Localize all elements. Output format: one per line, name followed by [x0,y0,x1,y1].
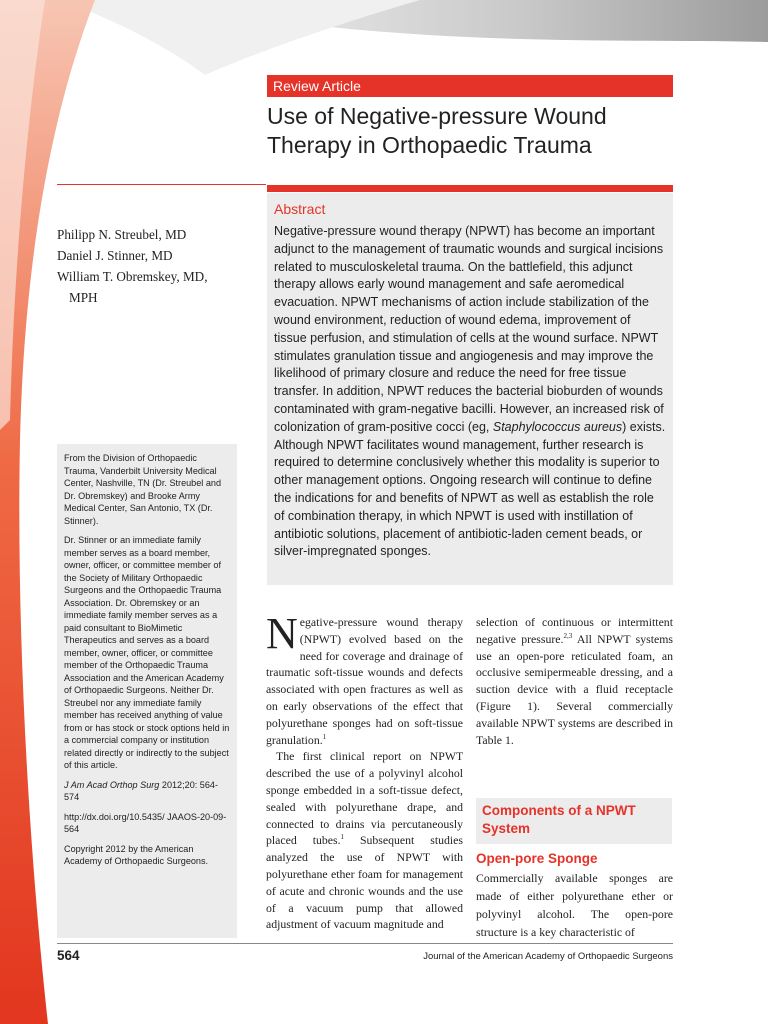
citation: J Am Acad Orthop Surg 2012;20: 564-574 [64,779,219,802]
body-paragraph-continued: selection of continuous or intermittent negative pressure.$^{2,3}$ All NPWT systems use an open-pore reticulated foam, an occlusive semipermeable dressing, and a suction device with a fluid receptacle (Figure 1). Several commercially available NPWT systems are described in Table 1. [476,615,674,747]
body-column-2 [476,614,673,748]
body-column-2-lower [476,869,673,941]
body-column-1 [266,609,464,933]
body-paragraph: Commercially available sponges are made of either polyurethane ether or polyvinyl alcohol. The open-pore structure is a key characteristic of [476,871,673,939]
article-title: Use of Negative-pressure Wound Therapy in Orthopaedic Trauma [267,103,607,158]
copyright-text: Copyright 2012 by the American Academy of Orthopaedic Surgeons. [64,843,209,866]
intro-paragraph: Negative-pressure wound therapy (NPWT) evolved based on the need for coverage and drainage of traumatic soft-tissue wounds and defects associated with open fractures as well as on early observations of the effect that polyurethane sponges had on soft-tissue granulation.$^1$ [266,609,463,747]
abstract-text: Negative-pressure wound therapy (NPWT) has become an important adjunct to the management of traumatic wounds and surgical incisions related to musculoskeletal trauma. On the battlefield, this adjunct therapy allows early wound management and safe aeromedical evacuation. NPWT mechanisms of action include stabilization of the wound environment, reduction of wound edema, improvement of tissue perfusion, and stimulation of cells at the wound surface. NPWT stimulates granulation tissue and angiogenesis and may improve the likelihood of primary closure and reduce the need for free tissue transfer. In addition, NPWT reduces the bacterial bioburden of wounds contaminated with gram-negative bacilli. However, an increased risk of colonization of gram-positive cocci (eg, Staphylococcus aureus) exists. Although NPWT facilitates wound management, further research is required to determine conclusively whether this modality is superior to other management options. Ongoing research will continue to define the indications for and benefits of NPWT as well as establish the role of combination therapy, in which NPWT is used with instillation of antibiotic solutions, placement of antibiotic-laden cement beads, or silver-impregnated sponges. [274,224,666,559]
author-degree: MPH [69,290,98,305]
disclosure-text: Dr. Stinner or an immediate family member serves as a board member, owner, officer, or committee member of the Society of Military Orthopaedic Surgeons and the Orthopaedic Trauma Association. Dr. Obremskey or an immediate family member serves as a paid consultant to BioMimetic Therapeutics and serves as a board member, owner, officer, or committee member of the Orthopaedic Trauma Association and the American Academy of Orthopaedic Surgeons. Neither Dr. Streubel nor any immediate family member has received anything of value from or has stock or stock options held in a commercial company or institution related directly or indirectly to the subject of this article. [64,535,230,770]
author-list [57,224,257,308]
affiliations-panel [57,444,237,938]
journal-name: Journal of the American Academy of Orthopaedic Surgeons [423,951,673,962]
section-heading: Components of a NPWT System [482,803,636,836]
footer-rule [57,943,673,944]
page-number: 564 [57,948,80,963]
author-name: Philipp N. Streubel, MD [57,227,187,242]
species-name: Staphylococcus aureus [492,419,623,434]
author-name: William T. Obremskey, MD, [57,269,208,284]
subsection-heading: Open-pore Sponge [476,851,598,866]
reference: 1 [322,732,327,741]
abstract-top-rule [267,185,673,192]
abstract-panel [267,193,673,585]
title-rule-left [57,184,266,185]
affiliation-text: From the Division of Orthopaedic Trauma, Vanderbilt University Medical Center, Nashville, TN (Dr. Streubel and Dr. Obremskey) and Brooke Army Medical Center, San Antonio, TX (Dr. Stinner). [64,453,222,526]
body-paragraph: The first clinical report on NPWT described the use of a polyvinyl alcohol sponge embedded in a soft-tissue defect, sealed with polyurethane drape, and connected to drains via percutaneously placed tubes.$^1$ Subsequent studies analyzed the use of NPWT with polyurethane ether foam for management of acute and chronic wounds and the use of a vacuum pump that allowed adjustment of vacuum magnitude and [266,749,464,932]
section-heading-box [476,798,672,844]
article-type-label: Review Article [267,75,673,97]
abstract-heading: Abstract [274,201,326,217]
drop-cap: N [266,609,298,658]
author-name: Daniel J. Stinner, MD [57,248,173,263]
top-swoosh-light [60,0,420,75]
doi-link[interactable]: http://dx.doi.org/10.5435/ JAAOS-20-09-564 [64,811,227,834]
